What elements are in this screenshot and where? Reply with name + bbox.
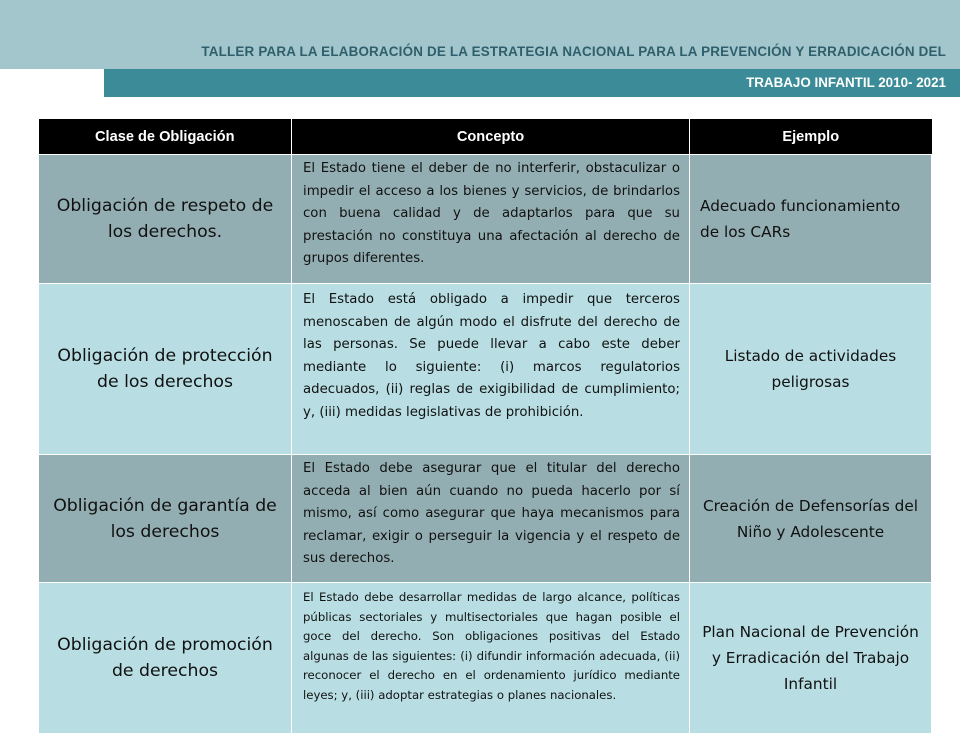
cell-ejemplo: Plan Nacional de Prevención y Erradicación del Trabajo Infantil	[690, 583, 932, 734]
table-row	[39, 455, 932, 583]
cell-concepto: El Estado está obligado a impedir que terceros menoscaben de algún modo el disfrute del derecho de las personas. Se puede llevar a cabo este deber mediante lo siguiente: (i) marcos regulatorios adecuados, (ii) reglas de exigibilidad de cumplimiento; y, (iii) medidas legislativas de prohibición.	[292, 284, 690, 455]
cell-concepto: El Estado debe desarrollar medidas de largo alcance, políticas públicas sectoriales y multisectoriales que hagan posible el goce del derecho. Son obligaciones positivas del Estado algunas de las siguientes: (i) difundir información adecuada, (ii) reconocer el derecho en el ordenamiento jurídico mediante leyes; y, (iii) adoptar estrategias o planes nacionales.	[292, 583, 690, 734]
header-subtitle-band	[104, 69, 960, 97]
cell-concepto: El Estado debe asegurar que el titular del derecho acceda al bien aún cuando no pueda hacerlo por sí mismo, así como asegurar que haya mecanismos para reclamar, exigir o perseguir la vigencia y el respeto de sus derechos.	[292, 455, 690, 583]
table-header-row	[39, 119, 932, 155]
column-header-clase: Clase de Obligación	[39, 119, 292, 155]
cell-clase: Obligación de protección de los derechos	[39, 284, 292, 455]
table-row	[39, 583, 932, 734]
cell-clase: Obligación de promoción de derechos	[39, 583, 292, 734]
header-subtitle: TRABAJO INFANTIL 2010- 2021	[746, 75, 946, 90]
cell-ejemplo: Listado de actividades peligrosas	[690, 284, 932, 455]
cell-clase: Obligación de garantía de los derechos	[39, 455, 292, 583]
column-header-concepto: Concepto	[292, 119, 690, 155]
table-row	[39, 284, 932, 455]
cell-ejemplo: Creación de Defensorías del Niño y Adolescente	[690, 455, 932, 583]
header-title: TALLER PARA LA ELABORACIÓN DE LA ESTRATEGIA NACIONAL PARA LA PREVENCIÓN Y ERRADICACIÓN DEL	[201, 44, 946, 59]
cell-clase: Obligación de respeto de los derechos.	[39, 155, 292, 284]
cell-ejemplo: Adecuado funcionamiento de los CARs	[690, 155, 932, 284]
table-row	[39, 155, 932, 284]
cell-concepto: El Estado tiene el deber de no interferir, obstaculizar o impedir el acceso a los bienes y servicios, de brindarlos con buena calidad y de adaptarlos para que su prestación no constituya una afectación al derecho de grupos diferentes.	[292, 155, 690, 284]
obligations-table	[38, 119, 932, 734]
column-header-ejemplo: Ejemplo	[690, 119, 932, 155]
